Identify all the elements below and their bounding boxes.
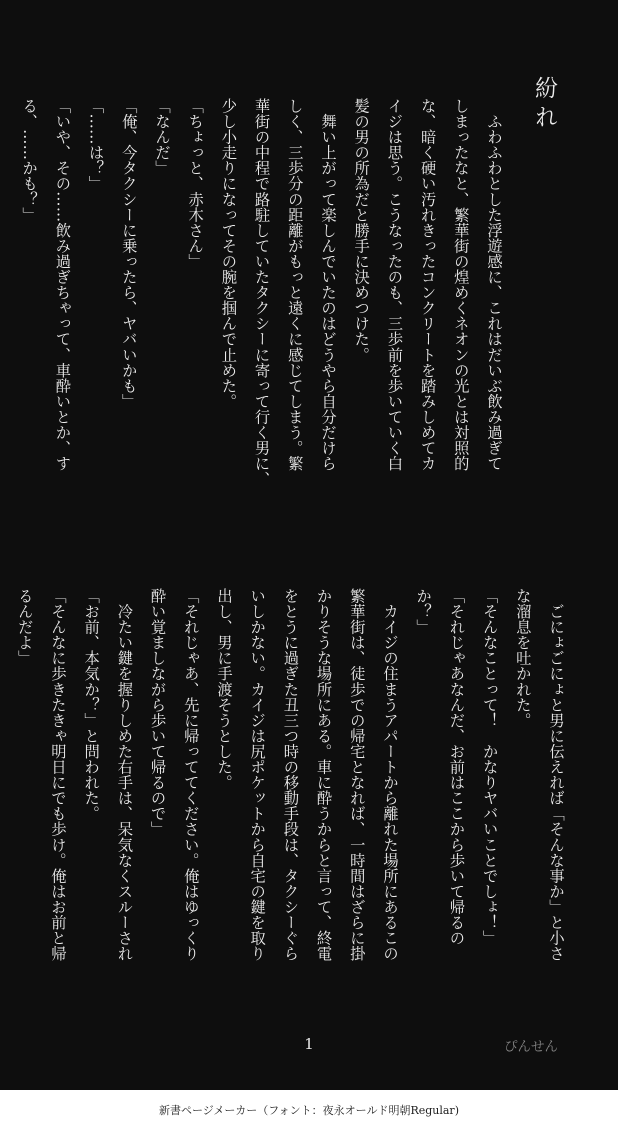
text-line: 「俺、今タクシーに乗ったら、ヤバいかも」: [119, 98, 138, 409]
text-line: な、暗く硬い汚れきったコンクリートを踏みしめてカ: [418, 98, 437, 472]
text-line: 「お前、本気か？」と問われた。: [82, 588, 101, 822]
text-line: かりそうな場所にある。車に酔うからと言って、終電: [314, 588, 333, 962]
text-line: いしかない。カイジは尻ポケットから自宅の鍵を取り: [248, 588, 267, 962]
text-line: 舞い上がって楽しんでいたのはどうやら自分だけら: [318, 98, 337, 472]
text-line: 出し、男に手渡そうとした。: [214, 588, 233, 791]
bottom-text-block: [8, 588, 572, 1018]
text-line: 繁華街は、徒歩での帰宅となれば、一時間はざらに掛: [347, 588, 366, 962]
text-line: 髪の男の所為だと勝手に決めつけた。: [352, 98, 371, 363]
story-title: 紛れ: [531, 76, 557, 134]
text-line: 「それじゃあ、先に帰っててください。俺はゆっくり: [181, 588, 200, 962]
text-line: 華街の中程で路駐していたタクシーに寄って行く男に、: [252, 98, 271, 487]
text-line: カイジの住まうアパートから離れた場所にあるこの: [380, 588, 399, 962]
text-line: 「そんなに歩きたきゃ明日にでも歩け。俺はお前と帰: [48, 588, 67, 962]
text-line: ごにょごにょと男に伝えれば「そんな事か」と小さ: [547, 588, 565, 962]
page-number: 1: [304, 1035, 314, 1053]
text-line: 「……は？」: [86, 98, 105, 192]
text-line: るんだよ」: [15, 588, 34, 666]
text-line: しまったなと、繁華街の煌めくネオンの光とは対照的: [451, 98, 470, 472]
text-line: 「なんだ」: [152, 98, 171, 176]
text-line: 冷たい鍵を握りしめた右手は、呆気なくスルーされ: [115, 588, 134, 962]
text-line: ふわふわとした浮遊感に、これはだいぶ飲み過ぎて: [485, 98, 503, 472]
text-line: をとうに過ぎた丑三つ時の移動手段は、タクシーぐら: [281, 588, 300, 962]
text-line: 少し小走りになってその腕を掴んで止めた。: [219, 98, 238, 409]
text-line: 酔い覚ましながら歩いて帰るので」: [148, 588, 167, 837]
text-line: しく、三歩分の距離がもっと遠くに感じてしまう。繁: [285, 98, 304, 472]
text-line: 「そんなことって！ かなりヤバいことでしょ！」: [480, 588, 499, 946]
text-line: 「いや、その……飲み過ぎちゃって、車酔いとか、す: [53, 98, 72, 472]
generator-credit: 新書ページメーカー（フォント：夜永オールド明朝Regular): [158, 1104, 459, 1117]
text-line: る、……かも？」: [20, 98, 39, 223]
text-line: イジは思う。こうなったのも、三歩前を歩いていく白: [385, 98, 404, 472]
text-line: 「それじゃあなんだ、お前はここから歩いて帰るの: [447, 588, 466, 946]
text-line: か？」: [414, 588, 433, 635]
text-line: な溜息を吐かれた。: [513, 588, 532, 728]
top-text-block: [12, 98, 510, 550]
text-line: 「ちょっと、赤木さん」: [186, 98, 205, 270]
author-name: ぴんせん: [504, 1039, 558, 1055]
